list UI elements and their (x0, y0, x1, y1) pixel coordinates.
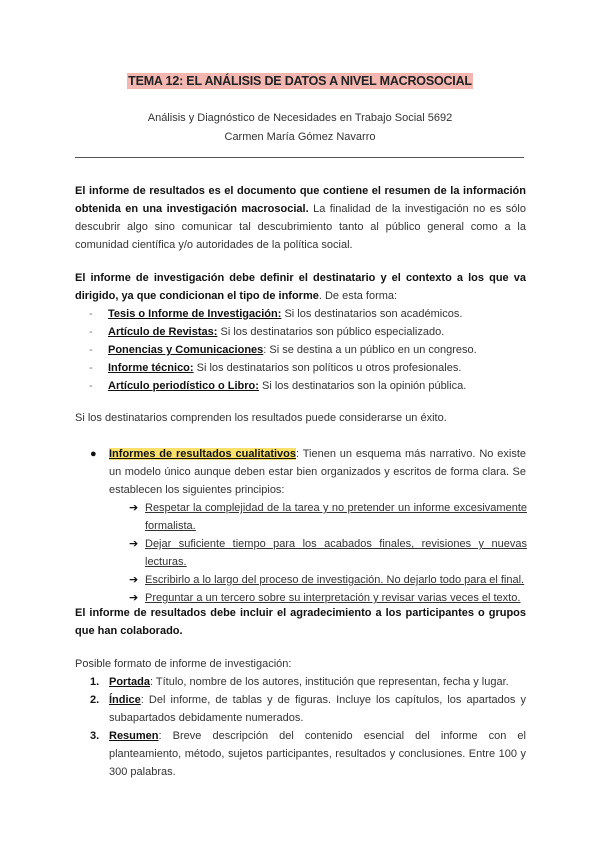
agradecimiento-paragraph: El informe de resultados debe incluir el agradecimiento a los participantes o grupos que han colaborado. (75, 607, 526, 637)
exito-paragraph: Si los destinatarios comprenden los resultados puede considerarse un éxito. (75, 412, 447, 424)
list-item: 2. Índice: Del informe, de tablas y de figuras. Incluye los capítulos, los apartados y subapartados debidamente numerados. (90, 694, 526, 724)
arrow-icon: ➔ (129, 574, 139, 586)
list-item: 1. Portada: Título, nombre de los autores, institución que representan, fecha y lugar. (90, 676, 509, 688)
formato-list (90, 673, 526, 781)
destinatario-list (75, 305, 526, 395)
cualitativos-label: Informes de resultados cualitativos (109, 448, 297, 460)
list-item: - Informe técnico: Si los destinatarios son políticos u otros profesionales. (89, 362, 462, 374)
author-name: Carmen María Gómez Navarro (224, 131, 376, 143)
cualitativos-bullet: ● Informes de resultados cualitativos: Tienen un esquema más narrativo. No existe un modelo único aunque deben estar bien organizados y escritos de forma clara. Se establecen los siguientes principios: (90, 445, 526, 499)
bullet-icon: ● (90, 448, 97, 460)
divider (75, 157, 524, 158)
list-item: ➔ Preguntar a un tercero sobre su interpretación y revisar varias veces el texto. (129, 589, 527, 607)
list-item: - Artículo periodístico o Libro: Si los destinatarios son la opinión pública. (89, 380, 467, 392)
arrow-icon: ➔ (129, 592, 139, 604)
destinatario-paragraph: El informe de investigación debe definir el destinatario y el contexto a los que va dirigido, ya que condicionan el tipo de informe. De esta forma: (75, 272, 526, 302)
page-title: TEMA 12: EL ANÁLISIS DE DATOS A NIVEL MACROSOCIAL (128, 74, 472, 88)
intro-paragraph: El informe de resultados es el documento que contiene el resumen de la información obtenida en una investigación macrosocial. La finalidad de la investigación no es sólo descubrir algo sino comunicar tal descubrimiento tanto al público general como a la comunidad científica y/o autoridades de la política social. (75, 185, 526, 251)
list-item: ➔ Escribirlo a lo largo del proceso de investigación. No dejarlo todo para el final. (129, 571, 527, 589)
arrow-icon: ➔ (129, 538, 139, 550)
list-item: - Artículo de Revistas: Si los destinatarios son público especializado. (89, 326, 445, 338)
list-item: ➔ Respetar la complejidad de la tarea y no pretender un informe excesivamente formalista. (129, 499, 527, 535)
list-item: 3. Resumen: Breve descripción del contenido esencial del informe con el planteamiento, método, sujetos participantes, resultados y conclusiones. Entre 100 y 300 palabras. (90, 730, 526, 778)
course-name: Análisis y Diagnóstico de Necesidades en Trabajo Social 5692 (147, 112, 453, 124)
arrow-icon: ➔ (129, 502, 139, 514)
formato-heading: Posible formato de informe de investigación: (75, 658, 292, 670)
list-item: ➔ Dejar suficiente tiempo para los acabados finales, revisiones y nuevas lecturas. (129, 535, 527, 571)
list-item: - Tesis o Informe de Investigación: Si los destinatarios son académicos. (89, 308, 463, 320)
list-item: - Ponencias y Comunicaciones: Si se destina a un público en un congreso. (89, 344, 477, 356)
principles-list (129, 499, 527, 607)
